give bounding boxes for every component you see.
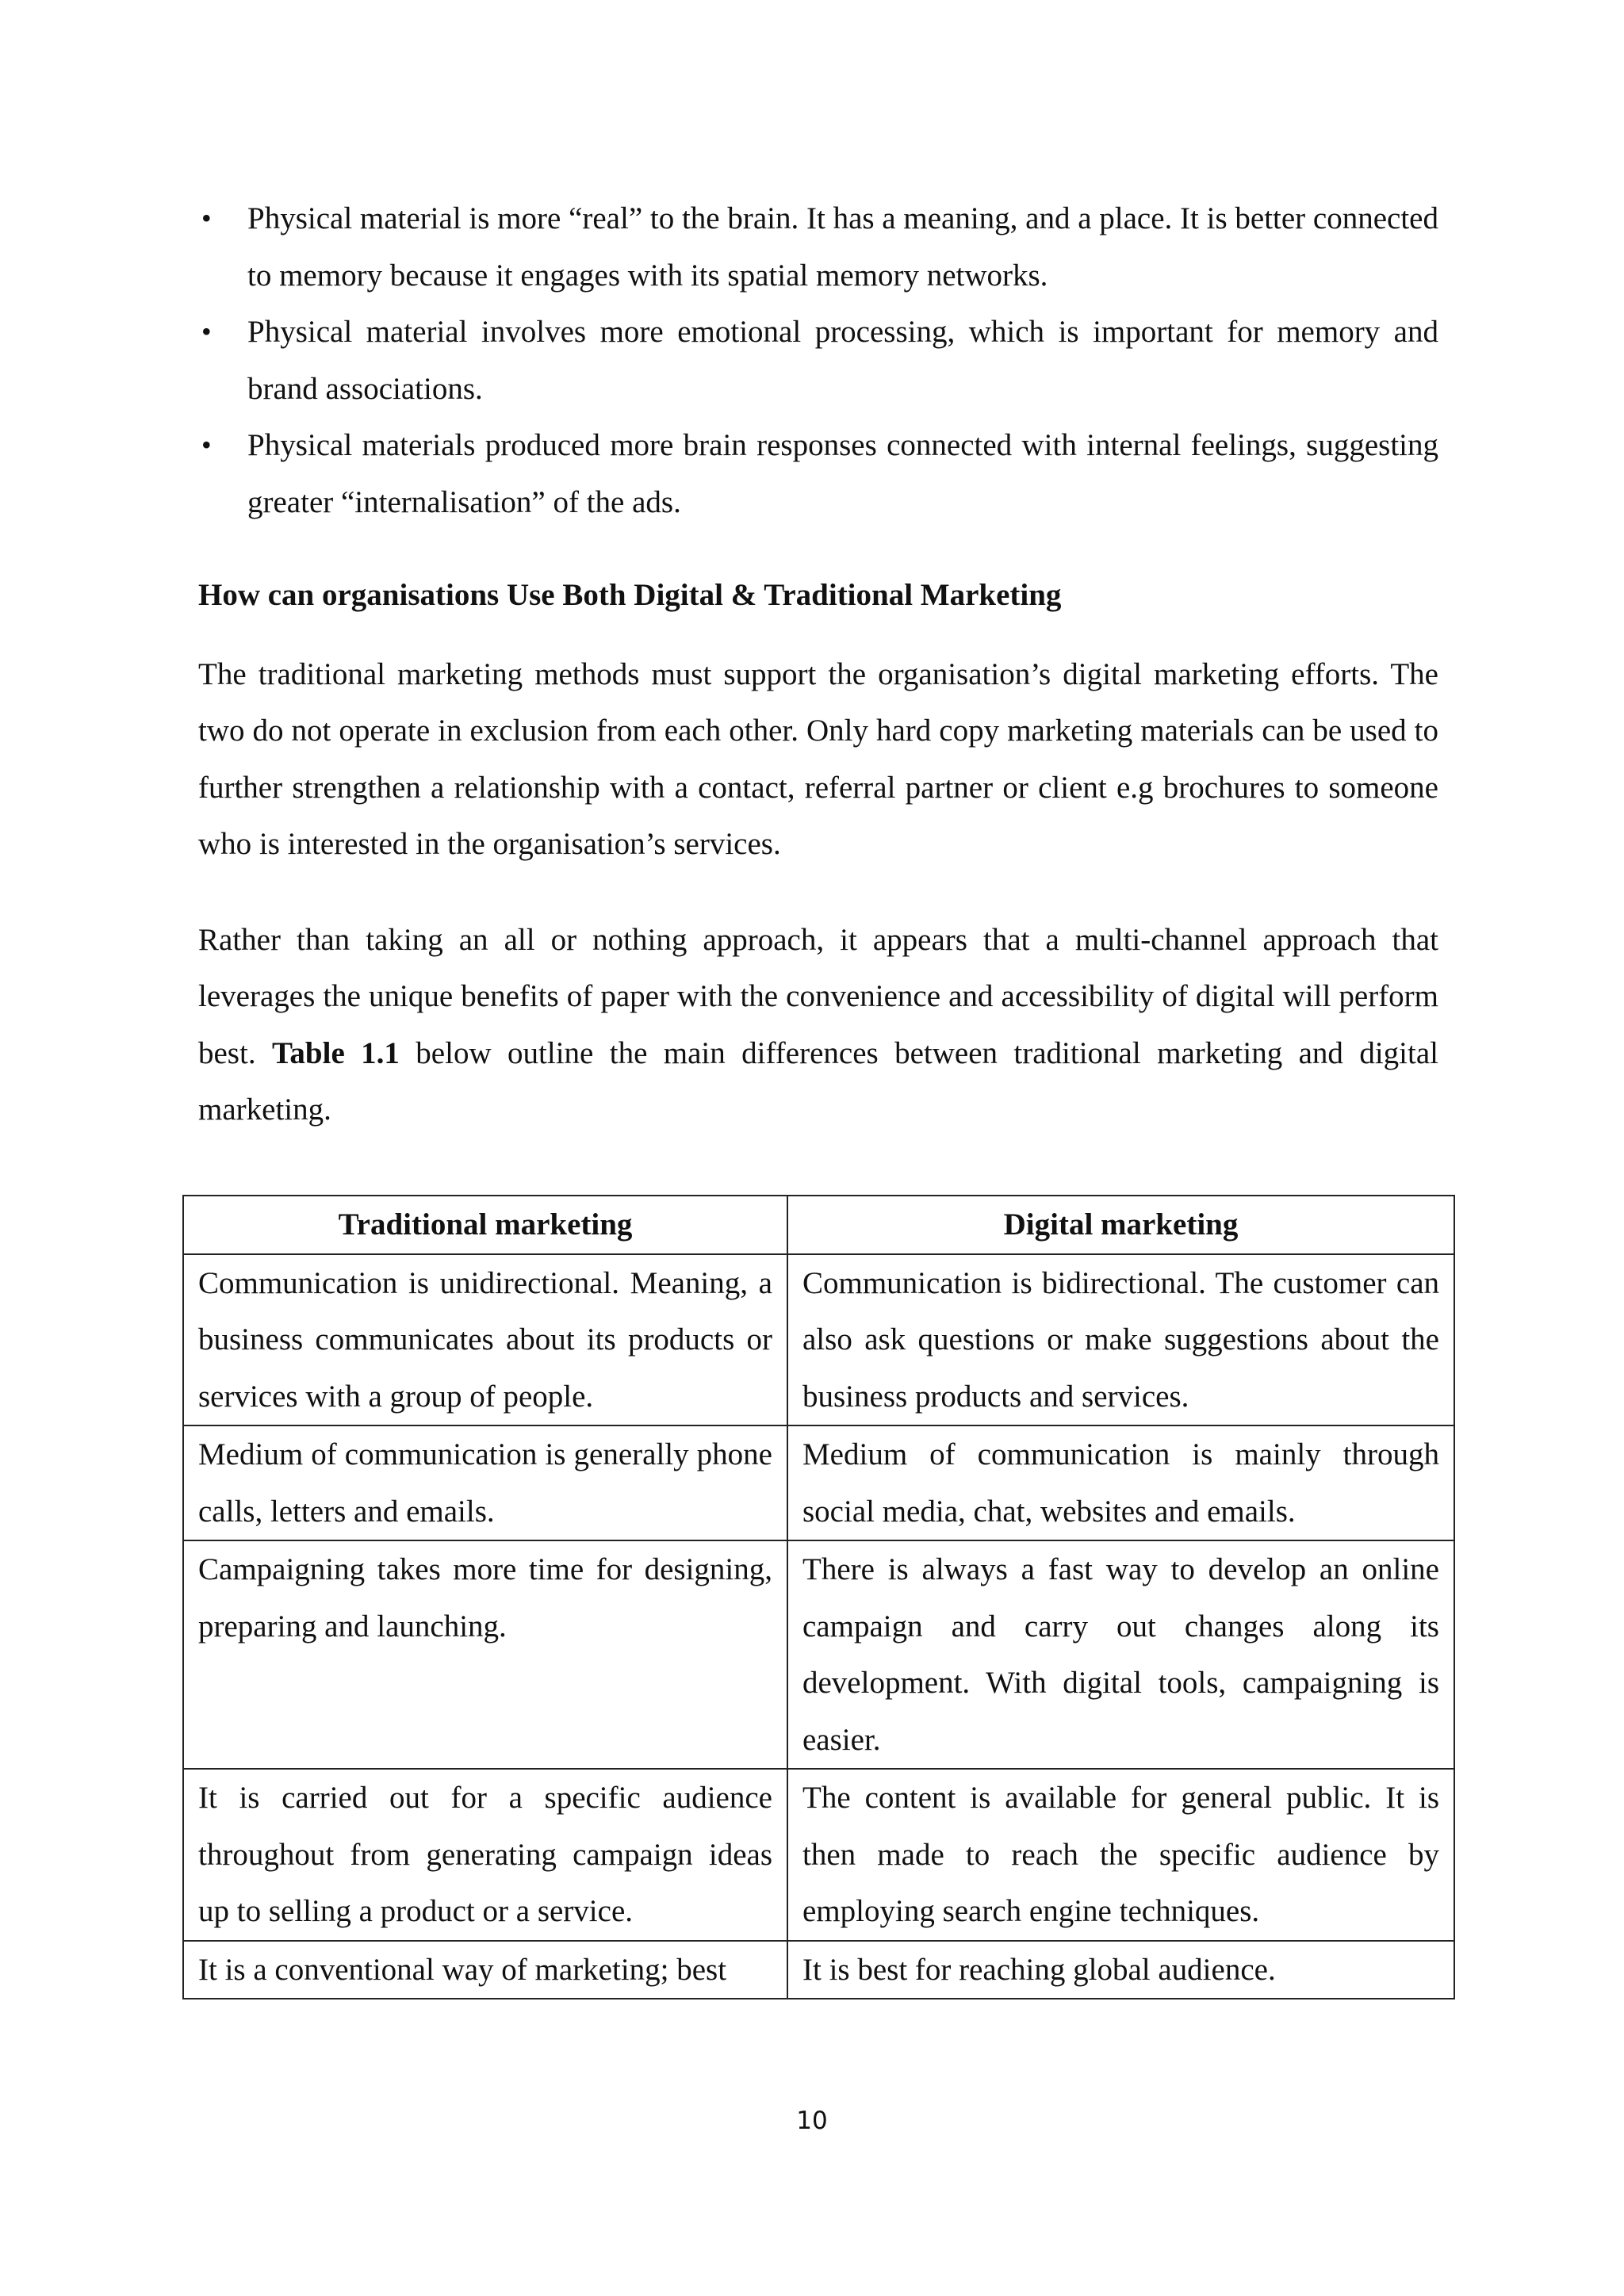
bullet-icon: • xyxy=(201,429,212,461)
bullet-list xyxy=(198,190,1438,530)
paragraph-2-text-end: below outline the main differences between traditional marketing and digital marketing. xyxy=(198,1035,1438,1127)
digital-cell: Medium of communication is mainly through social media, chat, websites and emails. xyxy=(787,1425,1454,1540)
table-row xyxy=(183,1425,1454,1540)
table-row xyxy=(183,1941,1454,1999)
digital-cell: There is always a fast way to develop an online campaign and carry out changes along its development. With digital tools, campaigning is easier. xyxy=(787,1540,1454,1769)
table-row xyxy=(183,1540,1454,1769)
traditional-cell: It is carried out for a specific audience throughout from generating campaign ideas up to selling a product or a service. xyxy=(183,1769,787,1941)
page-number: 10 xyxy=(796,2107,828,2135)
comparison-table xyxy=(182,1195,1455,1999)
bullet-text: Physical material is more “real” to the brain. It has a meaning, and a place. It is better connected to memory because it engages with its spatial memory networks. xyxy=(247,201,1438,293)
digital-cell: It is best for reaching global audience. xyxy=(787,1941,1454,1999)
paragraph-2 xyxy=(198,912,1438,1138)
traditional-cell: Communication is unidirectional. Meaning, a business communicates about its products or services with a group of people. xyxy=(183,1254,787,1426)
bullet-item xyxy=(198,190,1438,304)
digital-cell: Communication is bidirectional. The customer can also ask questions or make suggestions about the business products and services. xyxy=(787,1254,1454,1426)
bullet-text: Physical material involves more emotional processing, which is important for memory and brand associations. xyxy=(247,315,1438,406)
table-row xyxy=(183,1254,1454,1426)
table-row xyxy=(183,1769,1454,1941)
paragraph-1: The traditional marketing methods must support the organisation’s digital marketing efforts. The two do not operate in exclusion from each other. Only hard copy marketing materials can be used to further strengthen a relationship with a contact, referral partner or client e.g brochures to someone who is interested in the organisation’s services. xyxy=(198,656,1438,861)
bullet-item xyxy=(198,304,1438,417)
section-heading: How can organisations Use Both Digital & Traditional Marketing xyxy=(198,578,1062,612)
table-reference: Table 1.1 xyxy=(271,1035,400,1070)
header-traditional: Traditional marketing xyxy=(183,1196,787,1254)
bullet-text: Physical materials produced more brain responses connected with internal feelings, suggesting greater “internalisation” of the ads. xyxy=(247,428,1438,519)
bullet-item xyxy=(198,417,1438,530)
header-digital: Digital marketing xyxy=(787,1196,1454,1254)
page-content xyxy=(198,190,1438,1177)
traditional-cell: Campaigning takes more time for designing, preparing and launching. xyxy=(183,1540,787,1769)
traditional-cell: It is a conventional way of marketing; best xyxy=(183,1941,787,1999)
digital-cell: The content is available for general public. It is then made to reach the specific audience by employing search engine techniques. xyxy=(787,1769,1454,1941)
paragraph-2-text-start: Rather than taking an all or nothing approach, it appears that a multi-channel approach that leverages the unique benefits of paper with the convenience and accessibility of digital will perform best. xyxy=(198,922,1438,1070)
table-header-row xyxy=(183,1196,1454,1254)
bullet-icon: • xyxy=(201,316,212,347)
bullet-icon: • xyxy=(201,202,212,234)
traditional-cell: Medium of communication is generally phone calls, letters and emails. xyxy=(183,1425,787,1540)
